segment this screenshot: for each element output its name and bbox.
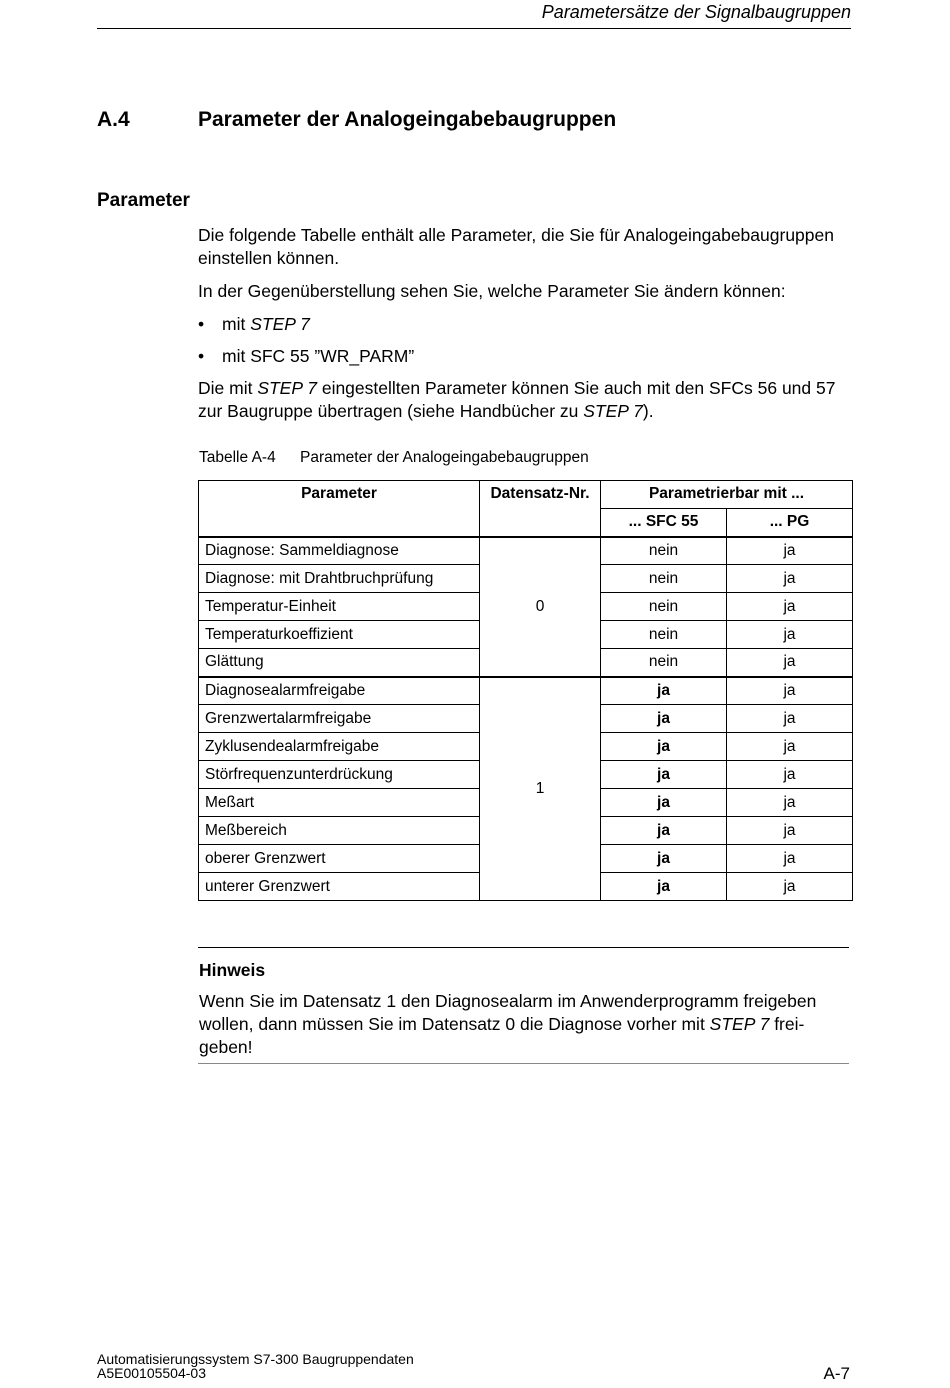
pg-cell: ja [727,677,853,705]
param-cell: Diagnose: Sammeldiagnose [199,537,480,565]
table-caption-title: Parameter der Analogeingabebaugruppen [300,449,589,466]
param-cell: Temperaturkoeffizient [199,621,480,649]
bullet-sfc55 [198,345,414,368]
pg-cell: ja [727,789,853,817]
param-cell: Störfrequenzunterdrückung [199,761,480,789]
page-number: A-7 [823,1364,850,1383]
transfer-paragraph [198,377,858,423]
sfc55-cell: ja [601,761,727,789]
sfc55-cell: ja [601,817,727,845]
param-cell: Glättung [199,649,480,677]
sfc55-cell: ja [601,789,727,817]
pg-cell: ja [727,705,853,733]
sfc55-cell: ja [601,873,727,901]
pg-cell: ja [727,649,853,677]
sfc55-cell: nein [601,593,727,621]
section-title: Parameter der Analogeingabebaugruppen [198,108,617,131]
paragraph-text: ). [642,401,654,421]
running-header: Parametersätze der Signalbaugruppen [541,2,851,22]
table-caption-label: Tabelle A-4 [199,449,276,466]
comparison-paragraph: In der Gegenüberstellung sehen Sie, welche Parameter Sie ändern können: [198,281,786,301]
param-cell: Grenzwertalarmfreigabe [199,705,480,733]
param-cell: Temperatur-Einheit [199,593,480,621]
bullet-dot: • [198,346,205,366]
table-caption [199,449,589,467]
datensatz-cell: 0 [480,537,601,677]
sfc55-cell: ja [601,845,727,873]
note-text [199,990,849,1059]
pg-cell: ja [727,873,853,901]
sfc55-cell: ja [601,733,727,761]
pg-cell: ja [727,733,853,761]
bullet-text: mit [222,314,251,334]
param-cell: Diagnosealarmfreigabe [199,677,480,705]
note-rule-bottom [198,1063,849,1064]
param-cell: Meßbereich [199,817,480,845]
param-cell: Zyklusendealarmfreigabe [199,733,480,761]
sfc55-cell: nein [601,537,727,565]
note-emphasis: STEP 7 [709,1014,770,1034]
pg-cell: ja [727,845,853,873]
note-rule-top [198,947,849,948]
header-parametrierbar: Parametrierbar mit ... [601,481,853,509]
footer-title: Automatisierungssystem S7-300 Baugruppendaten [97,1351,414,1367]
sfc55-cell: nein [601,621,727,649]
note-text-part: Wenn Sie im Datensatz 1 den Diagnosealarm im Anwenderprogramm freigeben wollen, dann müssen Sie im Datensatz 0 die Diagnose vorher mit [199,991,817,1034]
pg-cell: ja [727,761,853,789]
paragraph-emphasis: STEP 7 [257,378,317,398]
header-pg: ... PG [727,509,853,537]
pg-cell: ja [727,565,853,593]
pg-cell: ja [727,621,853,649]
pg-cell: ja [727,817,853,845]
bullet-text: mit SFC 55 ”WR_PARM” [222,346,415,366]
intro-paragraph: Die folgende Tabelle enthält alle Parameter, die Sie für Analogeingabebaugruppen einstellen können. [198,225,834,268]
table-row [199,677,853,705]
table-row [199,537,853,565]
side-heading: Parameter [97,190,190,211]
sfc55-cell: ja [601,705,727,733]
sfc55-cell: ja [601,677,727,705]
pg-cell: ja [727,593,853,621]
parameter-table [198,480,853,901]
sfc55-cell: nein [601,565,727,593]
footer-order-number: A5E00105504-03 [97,1365,206,1381]
header-datensatz: Datensatz-Nr. [480,481,601,537]
header-rule [97,28,851,29]
paragraph-text: eingestellten Parameter können Sie auch mit den SFCs 56 und 57 zur Baugruppe übertragen (siehe Handbücher zu [198,378,836,421]
section-number: A.4 [97,108,130,131]
note-heading: Hinweis [199,960,266,980]
sfc55-cell: nein [601,649,727,677]
paragraph-emphasis: STEP 7 [583,401,643,421]
param-cell: oberer Grenzwert [199,845,480,873]
paragraph-text: Die mit [198,378,258,398]
bullet-emphasis: STEP 7 [250,314,310,334]
note-text-part: frei-geben! [199,1014,805,1057]
header-sfc55: ... SFC 55 [601,509,727,537]
datensatz-cell: 1 [480,677,601,901]
param-cell: Meßart [199,789,480,817]
bullet-dot: • [198,314,205,334]
pg-cell: ja [727,537,853,565]
param-cell: Diagnose: mit Drahtbruchprüfung [199,565,480,593]
bullet-step7 [198,313,310,336]
param-cell: unterer Grenzwert [199,873,480,901]
header-parameter: Parameter [199,481,480,537]
